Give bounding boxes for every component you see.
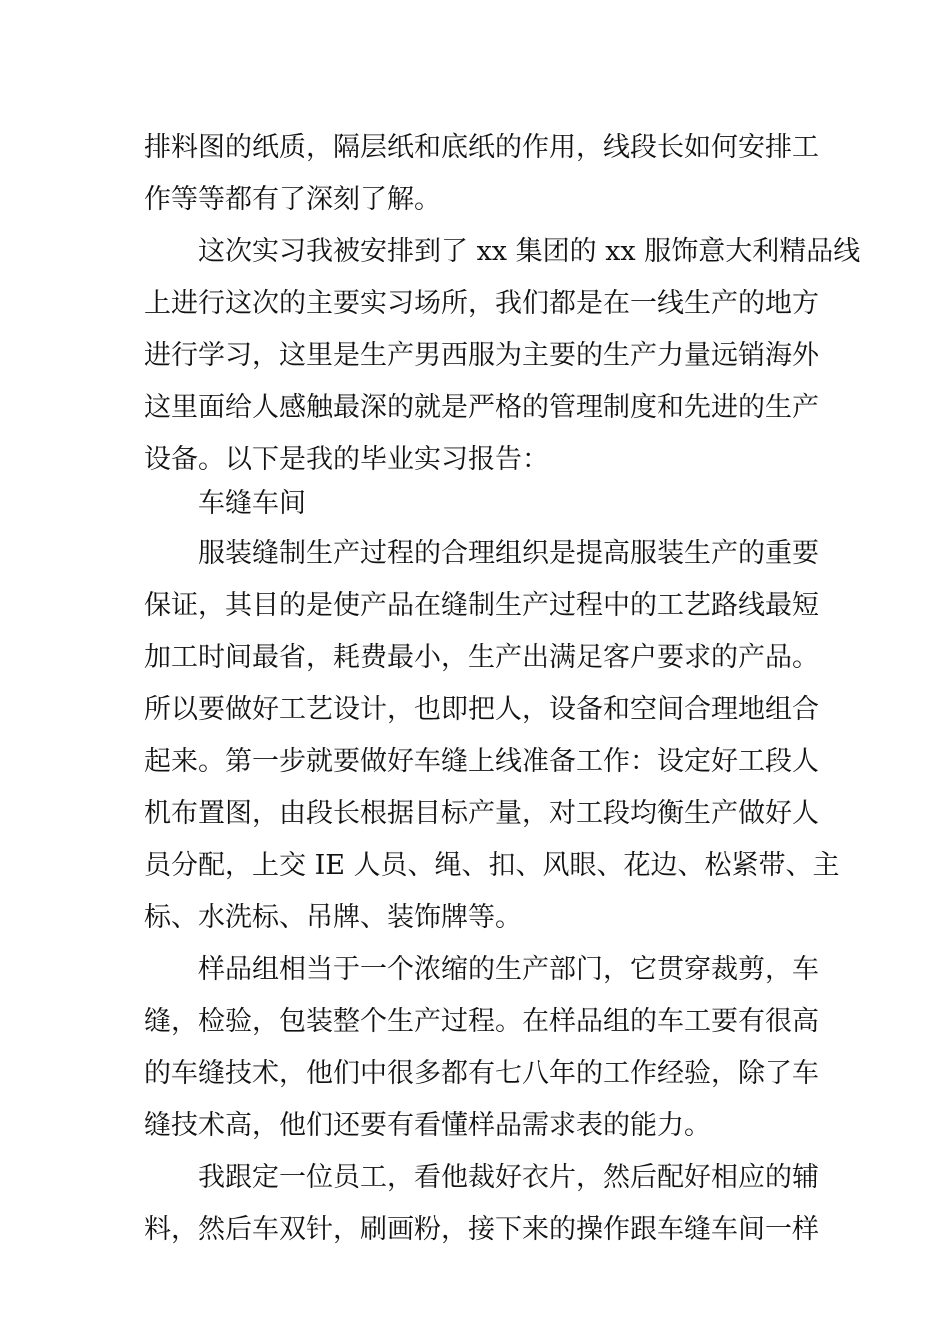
text-line: 员分配，上交 IE 人员、绳、扣、风眼、花边、松紧带、主 <box>144 850 840 881</box>
text-line: 保证，其目的是使产品在缝制生产过程中的工艺路线最短 <box>144 590 819 621</box>
text-line: 样品组相当于一个浓缩的生产部门，它贯穿裁剪，车 <box>198 954 819 985</box>
text-line: 这次实习我被安排到了 xx 集团的 xx 服饰意大利精品线 <box>198 236 861 267</box>
text-line: 我跟定一位员工，看他裁好衣片，然后配好相应的辅 <box>198 1162 819 1193</box>
text-line: 机布置图，由段长根据目标产量，对工段均衡生产做好人 <box>144 798 819 829</box>
text-line: 排料图的纸质，隔层纸和底纸的作用，线段长如何安排工 <box>144 132 819 163</box>
text-line: 作等等都有了深刻了解。 <box>144 184 441 215</box>
text-line: 加工时间最省，耗费最小，生产出满足客户要求的产品。 <box>144 642 819 673</box>
text-line: 缝，检验，包装整个生产过程。在样品组的车工要有很高 <box>144 1006 819 1037</box>
text-line: 的车缝技术，他们中很多都有七八年的工作经验，除了车 <box>144 1058 819 1089</box>
text-line: 标、水洗标、吊牌、装饰牌等。 <box>144 902 522 933</box>
text-line: 所以要做好工艺设计，也即把人，设备和空间合理地组合 <box>144 694 819 725</box>
text-line: 料，然后车双针，刷画粉，接下来的操作跟车缝车间一样 <box>144 1214 819 1245</box>
section-heading: 车缝车间 <box>198 488 306 519</box>
text-line: 上进行这次的主要实习场所，我们都是在一线生产的地方 <box>144 288 819 319</box>
text-line: 服装缝制生产过程的合理组织是提高服装生产的重要 <box>198 538 819 569</box>
text-line: 这里面给人感触最深的就是严格的管理制度和先进的生产 <box>144 392 819 423</box>
text-line: 缝技术高，他们还要有看懂样品需求表的能力。 <box>144 1110 711 1141</box>
text-line: 设备。以下是我的毕业实习报告： <box>144 444 549 475</box>
text-line: 起来。第一步就要做好车缝上线准备工作：设定好工段人 <box>144 746 819 777</box>
text-line: 进行学习，这里是生产男西服为主要的生产力量远销海外 <box>144 340 819 371</box>
